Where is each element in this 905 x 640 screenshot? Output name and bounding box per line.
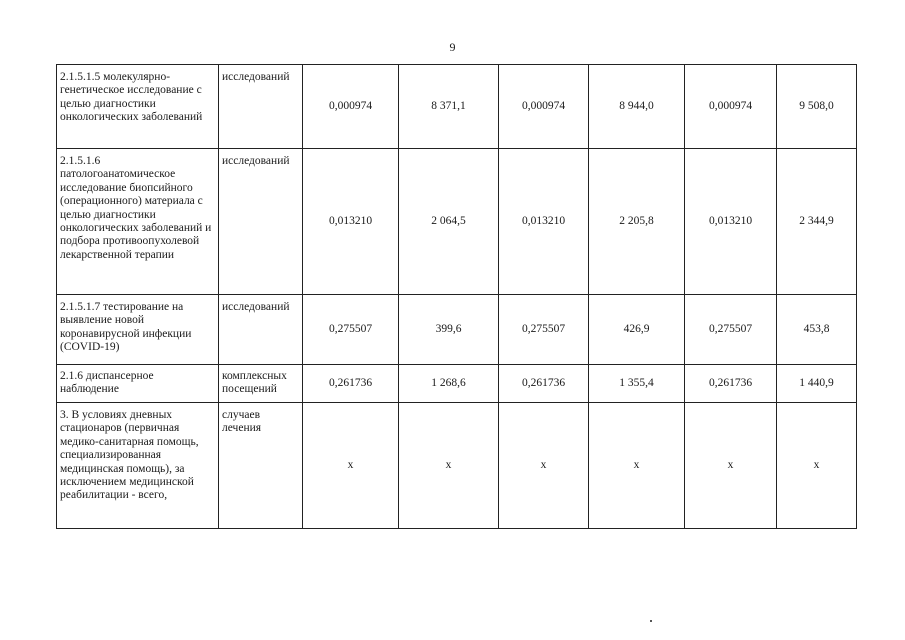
row-unit-cell: исследований <box>219 149 303 295</box>
table-row <box>57 149 857 295</box>
row-name-cell: 2.1.5.1.7 тестирование на выявление новой коронавирусной инфекции (COVID-19) <box>57 295 219 365</box>
value-cell: 0,275507 <box>685 295 777 365</box>
value-cell: 2 344,9 <box>777 149 857 295</box>
table-row <box>57 365 857 403</box>
value-cell: 0,261736 <box>685 365 777 403</box>
row-unit-cell: исследований <box>219 295 303 365</box>
value-cell: 426,9 <box>589 295 685 365</box>
value-cell: 1 440,9 <box>777 365 857 403</box>
page-number: 9 <box>449 40 456 54</box>
value-cell: 0,261736 <box>303 365 399 403</box>
row-name-cell: 3. В условиях дневных стационаров (первичная медико-санитарная помощь, специализированная медицинская помощь), за исключением медицинской реабилитации - всего, <box>57 403 219 529</box>
scan-speck <box>650 620 652 622</box>
row-name-cell: 2.1.6 диспансерное наблюдение <box>57 365 219 403</box>
value-cell: х <box>589 403 685 529</box>
value-cell: 2 205,8 <box>589 149 685 295</box>
value-cell: 9 508,0 <box>777 65 857 149</box>
table-row <box>57 403 857 529</box>
value-cell: 0,000974 <box>303 65 399 149</box>
value-cell: х <box>685 403 777 529</box>
row-unit-cell: случаев лечения <box>219 403 303 529</box>
value-cell: 0,275507 <box>303 295 399 365</box>
value-cell: 0,275507 <box>499 295 589 365</box>
value-cell: 0,000974 <box>499 65 589 149</box>
value-cell: 0,013210 <box>499 149 589 295</box>
row-unit-cell: комплексных посещений <box>219 365 303 403</box>
value-cell: х <box>777 403 857 529</box>
value-cell: х <box>399 403 499 529</box>
value-cell: 0,013210 <box>303 149 399 295</box>
table-row <box>57 295 857 365</box>
value-cell: 2 064,5 <box>399 149 499 295</box>
row-name-cell: 2.1.5.1.5 молекулярно-генетическое исследование с целью диагностики онкологических заболеваний <box>57 65 219 149</box>
value-cell: 0,261736 <box>499 365 589 403</box>
value-cell: 1 268,6 <box>399 365 499 403</box>
value-cell: 0,013210 <box>685 149 777 295</box>
table-row <box>57 65 857 149</box>
value-cell: 1 355,4 <box>589 365 685 403</box>
norms-table <box>56 64 857 529</box>
value-cell: х <box>499 403 589 529</box>
value-cell: 0,000974 <box>685 65 777 149</box>
value-cell: 8 371,1 <box>399 65 499 149</box>
row-unit-cell: исследований <box>219 65 303 149</box>
value-cell: 8 944,0 <box>589 65 685 149</box>
value-cell: 399,6 <box>399 295 499 365</box>
value-cell: х <box>303 403 399 529</box>
value-cell: 453,8 <box>777 295 857 365</box>
row-name-cell: 2.1.5.1.6 патологоанатомическое исследование биопсийного (операционного) материала с целью диагностики онкологических заболеваний и подбора противоопухолевой лекарственной терапии <box>57 149 219 295</box>
